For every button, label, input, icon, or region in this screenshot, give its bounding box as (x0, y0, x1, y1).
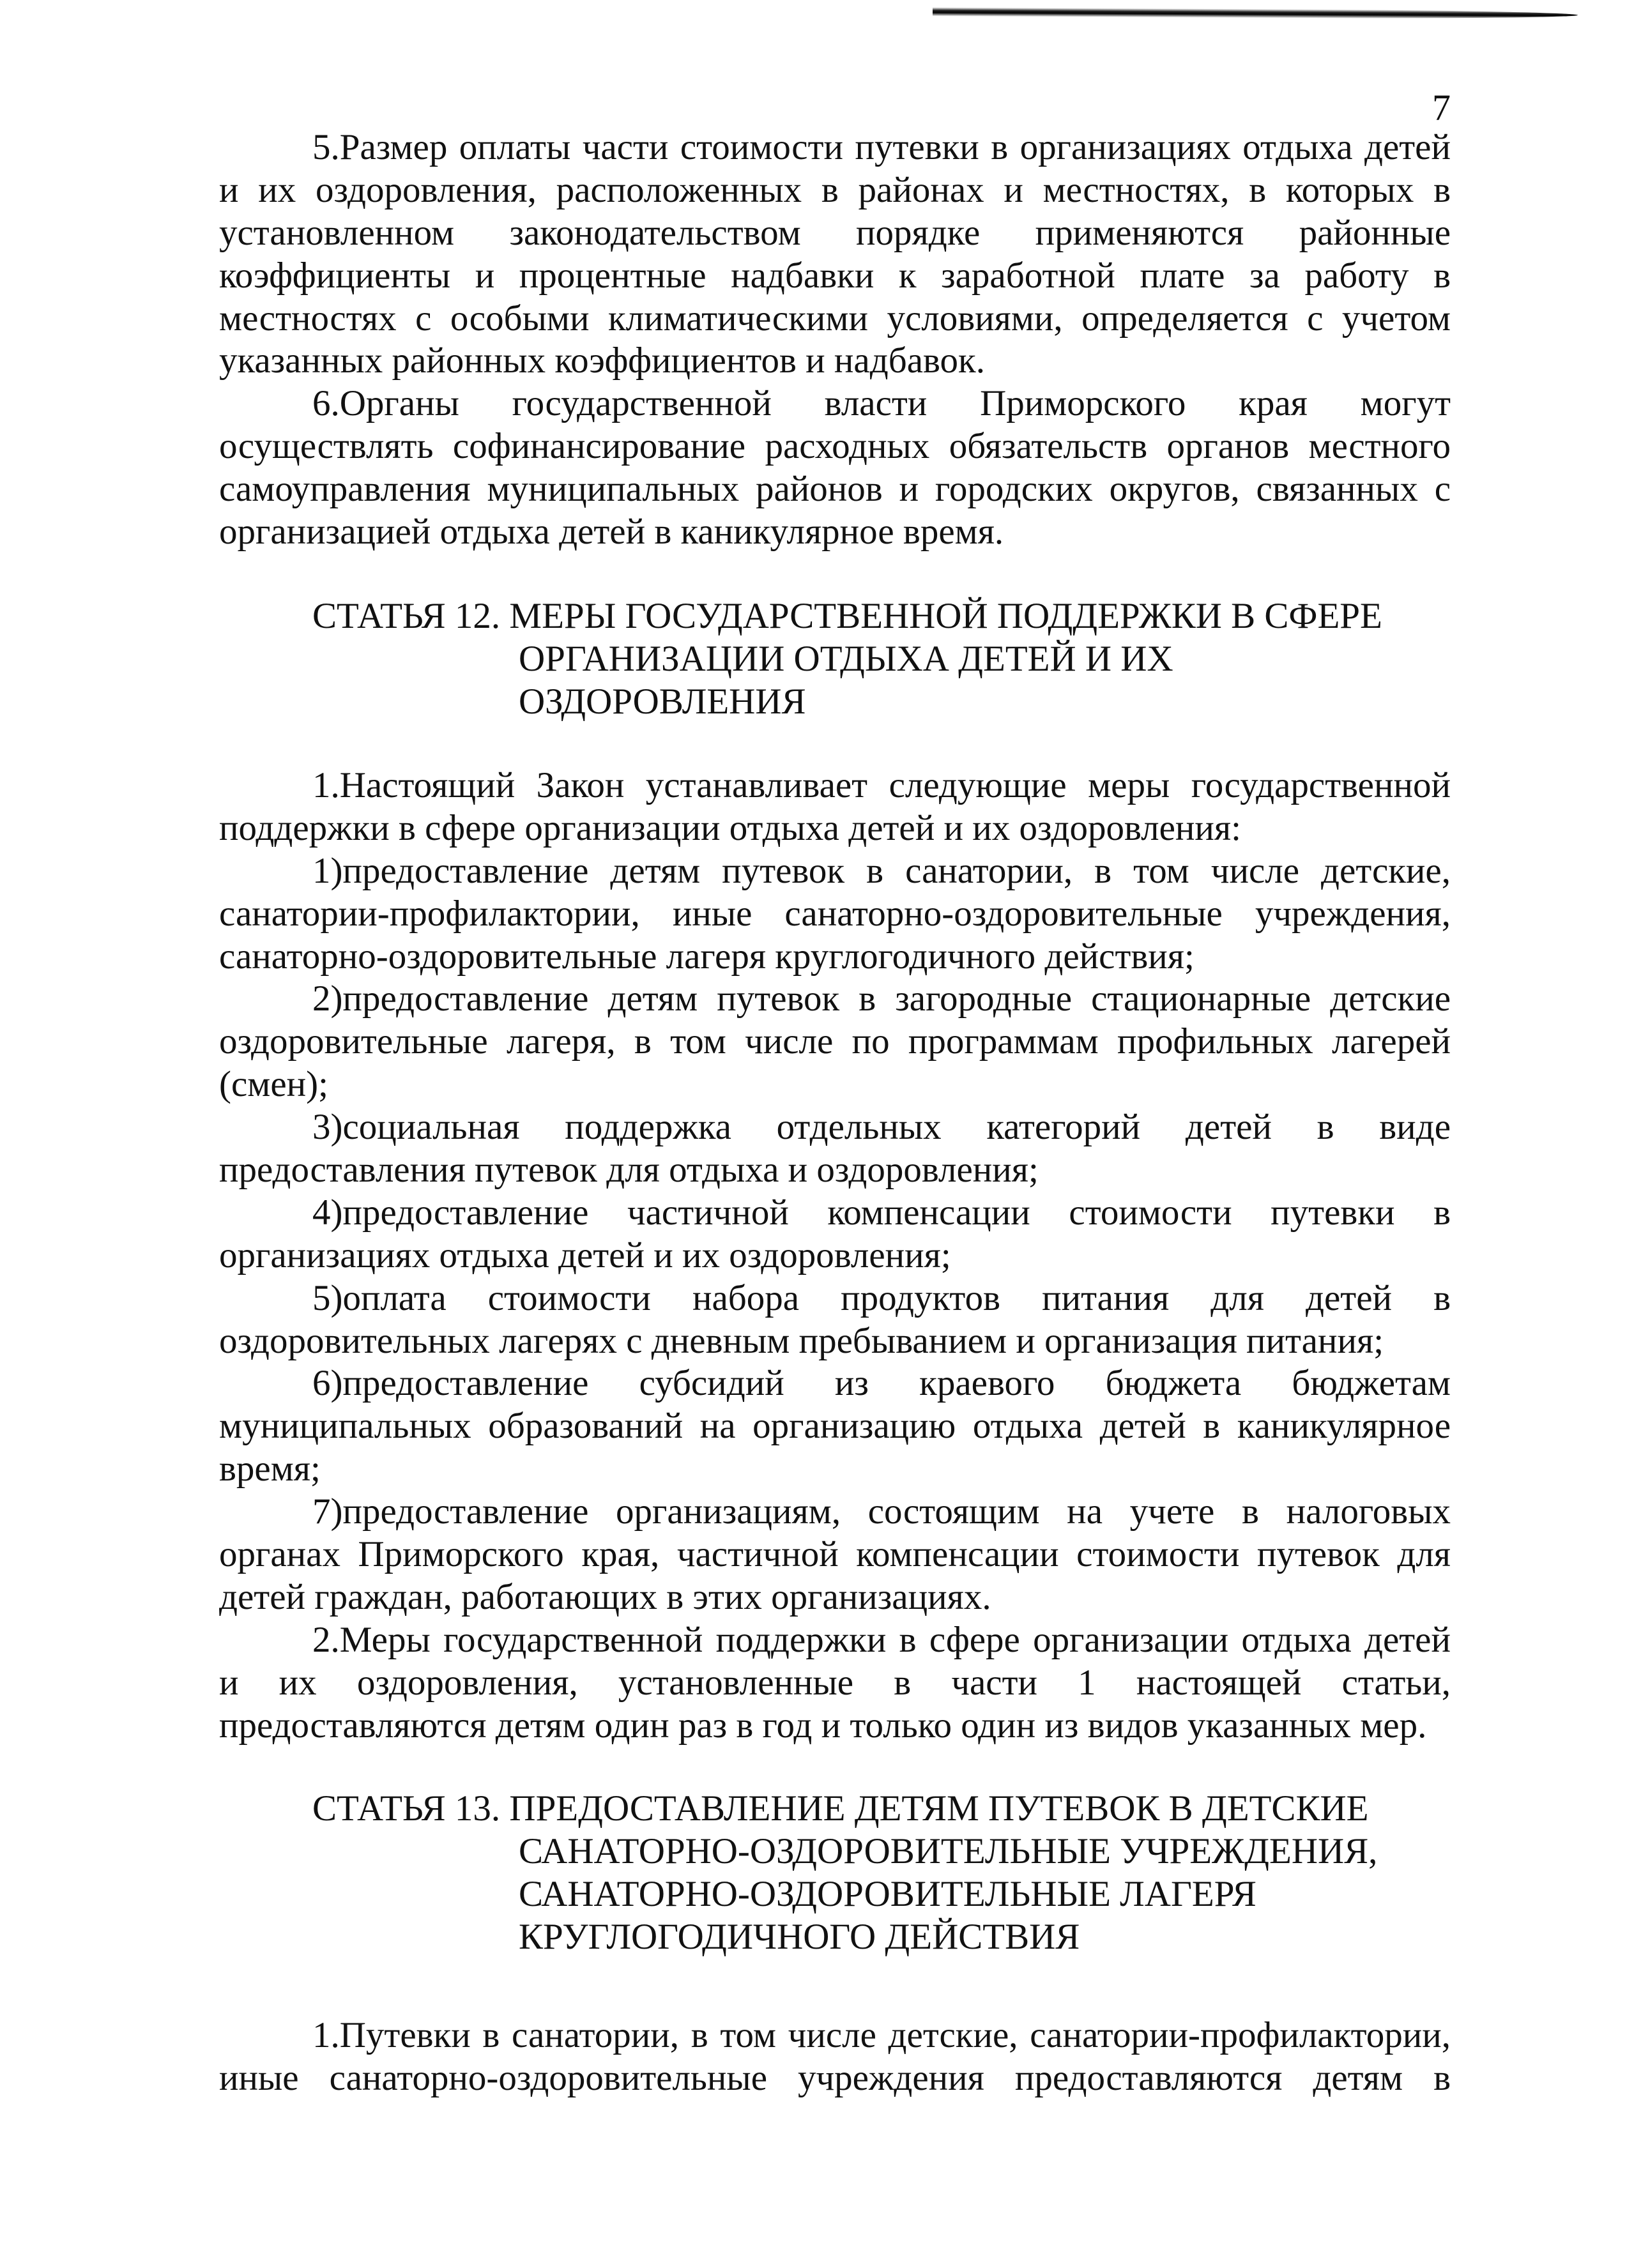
text-line: органах Приморского края, частичной компенсации стоимости путевок для (219, 1534, 1451, 1575)
heading-line: СТАТЬЯ 13. ПРЕДОСТАВЛЕНИЕ ДЕТЯМ ПУТЕВОК В ДЕТСКИЕ (312, 1788, 1369, 1829)
paragraph (219, 1619, 1451, 1747)
text-line: осуществлять софинансирование расходных обязательств органов местного (219, 426, 1451, 467)
text-line: 7)предоставление организациям, состоящим на учете в налоговых (312, 1491, 1451, 1532)
text-line: оздоровительные лагеря, в том числе по программам профильных лагерей (219, 1021, 1451, 1062)
scan-artifact-line (933, 7, 1578, 19)
text-line: 3)социальная поддержка отдельных категорий детей в виде (312, 1107, 1451, 1148)
page-number: 7 (1432, 87, 1451, 128)
text-line: 1)предоставление детям путевок в санатории, в том числе детские, (312, 850, 1451, 891)
paragraph (219, 978, 1451, 1106)
text-line: предоставления путевок для отдыха и оздоровления; (219, 1150, 1039, 1191)
text-line: установленном законодательством порядке применяются районные (219, 212, 1451, 253)
text-line: оздоровительных лагерях с дневным пребыванием и организация питания; (219, 1320, 1384, 1361)
text-line: местностях с особыми климатическими условиями, определяется с учетом (219, 298, 1451, 339)
text-line: 5)оплата стоимости набора продуктов питания для детей в (312, 1277, 1451, 1318)
paragraph (219, 2014, 1451, 2100)
text-line: санаторно-оздоровительные лагеря круглогодичного действия; (219, 936, 1195, 977)
text-section (219, 126, 1451, 554)
text-line: 2.Меры государственной поддержки в сфере организации отдыха детей (312, 1619, 1451, 1660)
paragraph (219, 1192, 1451, 1277)
text-line: время; (219, 1449, 321, 1489)
heading-line: САНАТОРНО-ОЗДОРОВИТЕЛЬНЫЕ ЛАГЕРЯ (519, 1873, 1256, 1914)
text-section (219, 2014, 1451, 2100)
paragraph (219, 1106, 1451, 1192)
text-line: предоставляются детям один раз в год и только один из видов указанных мер. (219, 1705, 1427, 1746)
text-line: 6)предоставление субсидий из краевого бюджета бюджетам (312, 1363, 1451, 1404)
text-line: организациях отдыха детей и их оздоровления; (219, 1235, 951, 1275)
heading-line: КРУГЛОГОДИЧНОГО ДЕЙСТВИЯ (519, 1916, 1080, 1957)
text-line: 2)предоставление детям путевок в загородные стационарные детские (312, 978, 1451, 1019)
paragraph (219, 1491, 1451, 1619)
text-line: и их оздоровления, установленные в части 1 настоящей статьи, (219, 1662, 1451, 1703)
text-line: детей граждан, работающих в этих организациях. (219, 1576, 991, 1617)
text-line: 6.Органы государственной власти Приморского края могут (312, 383, 1451, 424)
heading-line: ОРГАНИЗАЦИИ ОТДЫХА ДЕТЕЙ И ИХ (519, 638, 1173, 679)
text-line: иные санаторно-оздоровительные учреждения предоставляются детям в (219, 2057, 1451, 2098)
text-line: (смен); (219, 1064, 328, 1105)
text-section (219, 765, 1451, 1747)
heading-line: СТАТЬЯ 12. МЕРЫ ГОСУДАРСТВЕННОЙ ПОДДЕРЖКИ В СФЕРЕ (312, 596, 1382, 636)
text-line: и их оздоровления, расположенных в районах и местностях, в которых в (219, 169, 1451, 210)
paragraph (219, 383, 1451, 554)
text-line: организацией отдыха детей в каникулярное время. (219, 512, 1004, 552)
text-line: 4)предоставление частичной компенсации стоимости путевки в (312, 1192, 1451, 1233)
article-heading (219, 595, 1451, 724)
heading-line: САНАТОРНО-ОЗДОРОВИТЕЛЬНЫЕ УЧРЕЖДЕНИЯ, (519, 1830, 1378, 1871)
paragraph (219, 1277, 1451, 1363)
text-line: 1.Путевки в санатории, в том числе детские, санатории-профилактории, (312, 2015, 1451, 2055)
text-line: коэффициенты и процентные надбавки к заработной плате за работу в (219, 255, 1451, 296)
text-line: муниципальных образований на организацию отдыха детей в каникулярное (219, 1406, 1451, 1447)
text-line: поддержки в сфере организации отдыха детей и их оздоровления: (219, 807, 1241, 848)
text-line: самоуправления муниципальных районов и городских округов, связанных с (219, 469, 1451, 510)
paragraph (219, 765, 1451, 850)
text-line: 1.Настоящий Закон устанавливает следующие меры государственной (312, 765, 1451, 805)
paragraph (219, 1362, 1451, 1491)
paragraph (219, 126, 1451, 383)
text-line: указанных районных коэффициентов и надбавок. (219, 340, 985, 381)
heading-line: ОЗДОРОВЛЕНИЯ (519, 681, 806, 722)
text-line: 5.Размер оплаты части стоимости путевки в организациях отдыха детей (312, 127, 1451, 167)
article-heading (219, 1788, 1451, 1959)
text-line: санатории-профилактории, иные санаторно-оздоровительные учреждения, (219, 893, 1451, 934)
paragraph (219, 850, 1451, 978)
